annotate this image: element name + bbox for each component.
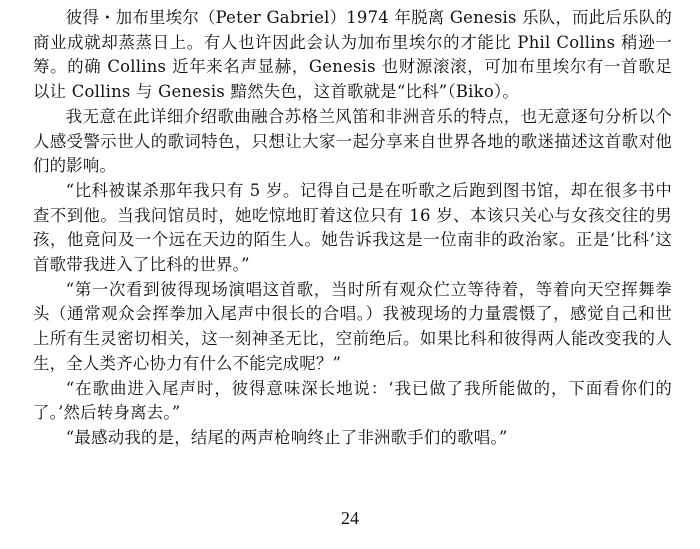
paragraph-quote-gunshots: “最感动我的是，结尾的两声枪响终止了非洲歌手们的歌唱。” [65, 427, 508, 447]
paragraph-intro: 彼得・加布里埃尔（Peter Gabriel）1974 年脱离 Genesis 乐队，而此后乐队的商业成就却蒸蒸日上。有人也许因此会认为加布里埃尔的才能比 Phil Collins 稍逊一筹。的确 Collins 近年来名声显赫，Genesis 也财源滚滚，可加布里埃尔有一首歌足以让 Collins 与 Genesis 黯然失色，这首歌就是“比科”（Biko）。 [33, 8, 672, 102]
paragraph-author-intent: 我无意在此详细介绍歌曲融合苏格兰风笛和非洲音乐的特点，也无意逐句分析以个人感受警示世人的歌词特色，只想让大家一起分享来自世界各地的歌迷描述这首歌对他们的影响。 [33, 106, 672, 176]
page-number: 24 [341, 508, 359, 528]
paragraph-quote-ending: “在歌曲进入尾声时，彼得意味深长地说：‘我已做了我所能做的，下面看你们的了。’然后转身离去。” [33, 378, 672, 423]
paragraph-quote-library: “比科被谋杀那年我只有 5 岁。记得自己是在听歌之后跑到图书馆，却在很多书中查不到他。当我问馆员时，她吃惊地盯着这位只有 16 岁、本该只关心与女孩交往的男孩，他竟问及一个远在天边的陌生人。她告诉我这是一位南非的政治家。正是‘比科’这首歌带我进入了比科的世界。” [33, 180, 672, 275]
paragraph-quote-concert: “第一次看到彼得现场演唱这首歌，当时所有观众伫立等待着，等着向天空挥舞拳头（通常观众会挥拳加入尾声中很长的合唱。）我被现场的力量震慑了，感觉自己和世上所有生灵密切相关，这一刻神圣无比，空前绝后。如果比科和彼得两人能改变我的人生，全人类齐心协力有什么不能完成呢？” [33, 279, 672, 373]
